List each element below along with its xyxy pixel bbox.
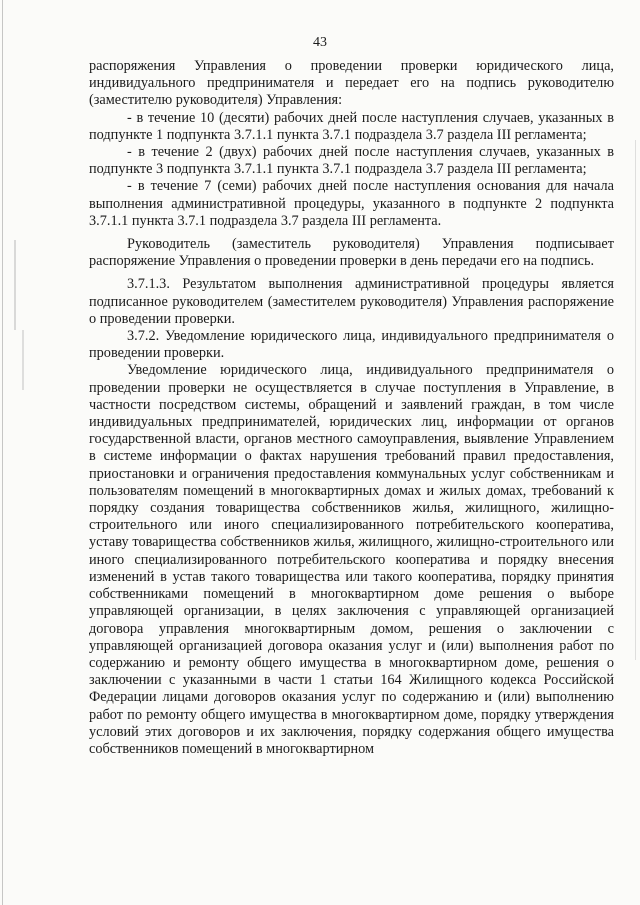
paragraph-notification: Уведомление юридического лица, индивидуального предпринимателя о проведении проверки не осуществляется в случае поступления в Управление, в частности посредством системы, обращений и заявлений граждан, в том числе индивидуальных предпринимателей, юридических лиц, информации от органов государственной власти, органов местного самоуправления, выявление Управлением в системе информации о фактах нарушения требований правил предоставления, приостановки и ограничения предоставления коммунальных услуг собственникам и пользователям помещений в многоквартирных домах и жилых домах, требований к порядку создания товарищества собственников жилья, жилищного, жилищно-строительного или иного специализированного потребительского кооператива, уставу товарищества собственников жилья, жилищного, жилищно-строительного или иного специализированного потребительского кооператива и порядку внесения изменений в устав такого товарищества или такого кооператива, порядку принятия собственниками помещений в многоквартирном доме решения о выборе управляющей организации, в целях заключения с управляющей организацией договора управления многоквартирным домом, решения о заключении с управляющей организацией договора оказания услуг и (или) выполнения работ по содержанию и ремонту общего имущества в многоквартирном доме, решения о заключении с указанными в части 1 статьи 164 Жилищного кодекса Российской Федерации лицами договоров оказания услуг по содержанию и (или) выполнению работ по ремонту общего имущества в многоквартирном доме, порядку утверждения условий этих договоров и их заключения, порядку содержания общего имущества собственников помещений в многоквартирном [89, 362, 614, 757]
heading-3-7-2: 3.7.2. Уведомление юридического лица, индивидуального предпринимателя о проведении проверки. [89, 328, 614, 362]
paragraph-3-7-1-3: 3.7.1.3. Результатом выполнения административной процедуры является подписанное руководителем (заместителем руководителя) Управления распоряжение о проведении проверки. [89, 276, 614, 327]
scan-artifact-right-edge [635, 140, 636, 660]
paragraph-list-item-1: - в течение 10 (десяти) рабочих дней после наступления случаев, указанных в подпункте 1 подпункта 3.7.1.1 пункта 3.7.1 подраздела 3.7 раздела III регламента; [89, 109, 614, 143]
paragraph-list-item-2: - в течение 2 (двух) рабочих дней после наступления случаев, указанных в подпункте 3 подпункта 3.7.1.1 пункта 3.7.1 подраздела 3.7 раздела III регламента; [89, 144, 614, 178]
scan-artifact-left-edge [2, 0, 3, 905]
page-number: 43 [313, 35, 327, 50]
paragraph-signing: Руководитель (заместитель руководителя) Управления подписывает распоряжение Управления о проведении проверки в день передачи его на подпись. [89, 236, 614, 270]
paragraph-continuation: распоряжения Управления о проведении проверки юридического лица, индивидуального предпринимателя и передает его на подпись руководителю (заместителю руководителя) Управления: [89, 58, 614, 109]
scan-artifact-left-dots [22, 330, 24, 390]
scan-artifact-left-dots [14, 240, 16, 330]
paragraph-list-item-3: - в течение 7 (семи) рабочих дней после наступления основания для начала выполнения административной процедуры, указанного в подпункте 2 подпункта 3.7.1.1 пункта 3.7.1 подраздела 3.7 раздела III регламента. [89, 178, 614, 229]
document-body [89, 58, 614, 758]
